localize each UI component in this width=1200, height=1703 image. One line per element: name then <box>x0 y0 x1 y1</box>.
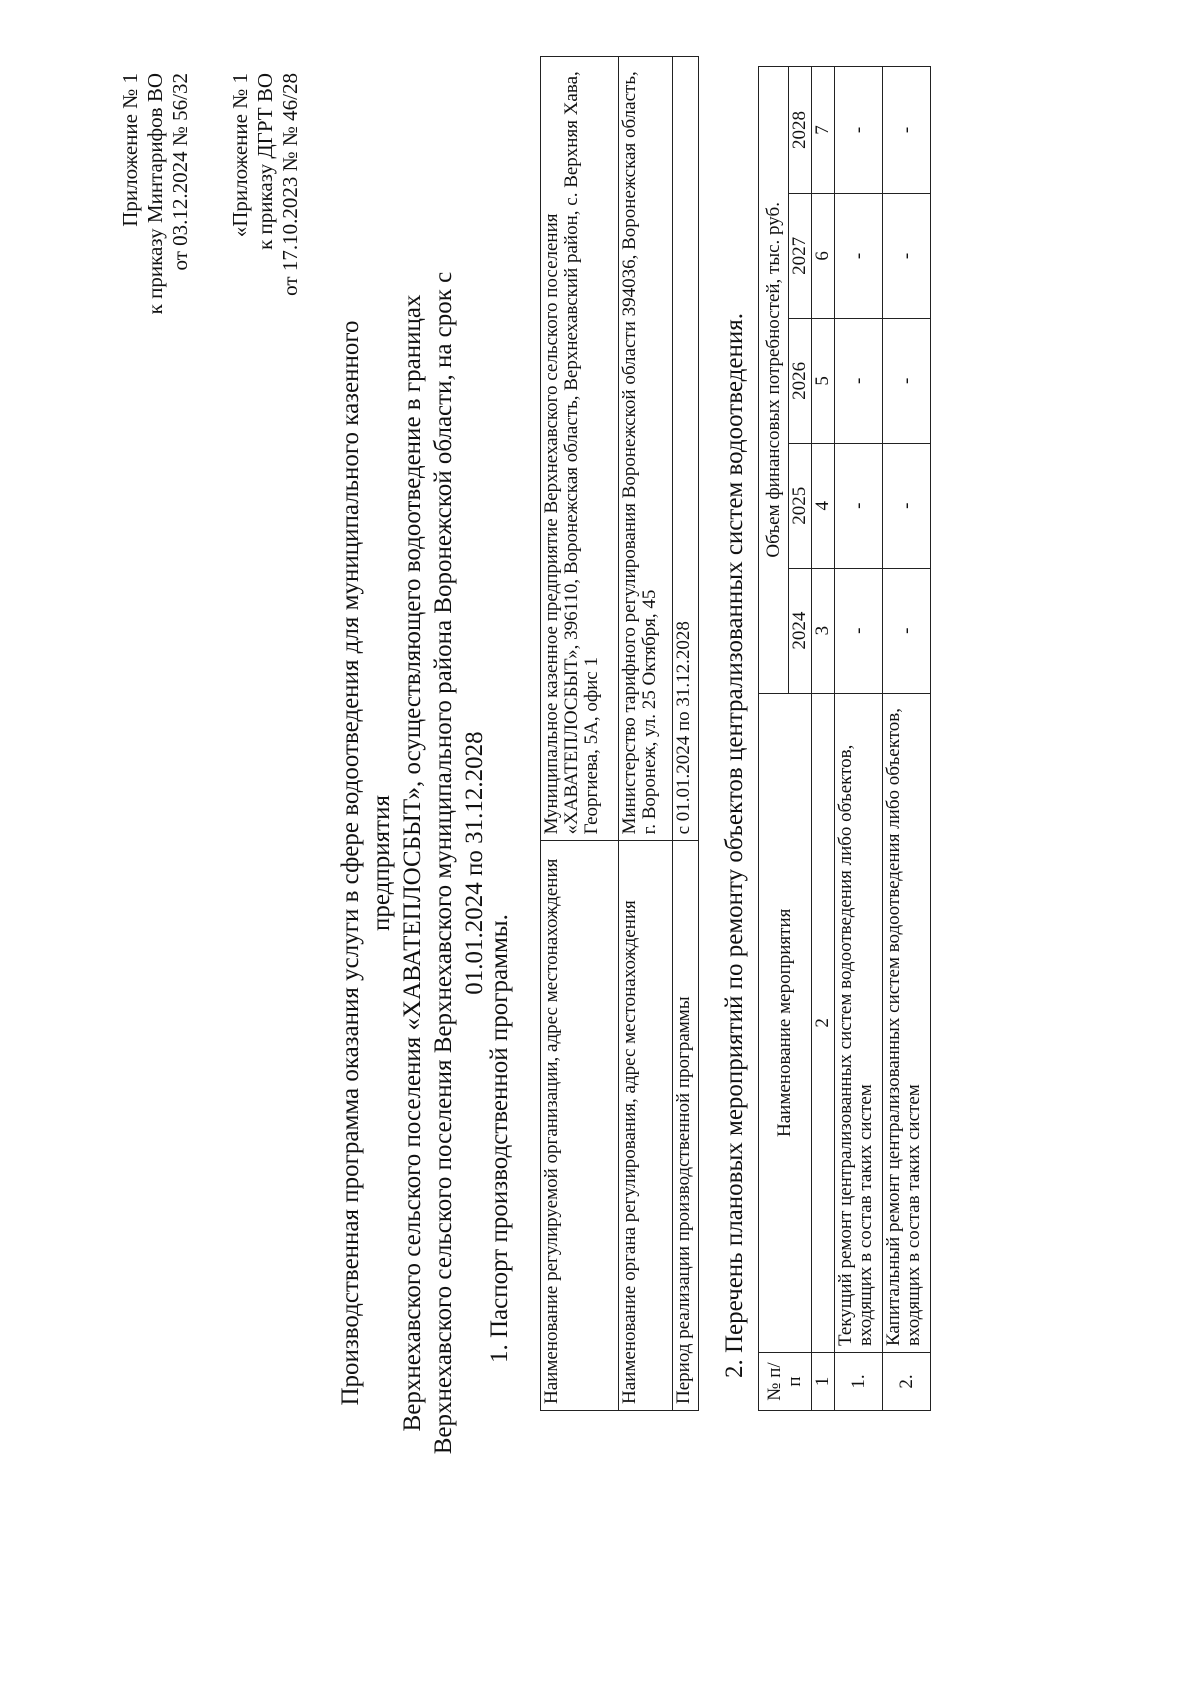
row-value: - <box>835 443 883 568</box>
appendix-old-line3: от 17.10.2023 № № 46/28 <box>278 73 302 296</box>
row-value: - <box>883 193 931 318</box>
header-year: 2025 <box>789 443 812 568</box>
passport-row <box>541 57 619 1411</box>
row-name: Текущий ремонт централизованных систем водоотведения либо объектов, входящих в состав таких систем <box>835 693 883 1352</box>
title-line1: Производственная программа оказания услуги в сфере водоотведения для муниципального казенного предприятия <box>337 320 395 1406</box>
colnum: 3 <box>812 568 835 693</box>
row-name: Капитальный ремонт централизованных систем водоотведения либо объектов, входящих в состав таких систем <box>883 693 931 1352</box>
appendix-new-line2: к приказу Минтарифов ВО <box>143 73 167 315</box>
header-year: 2024 <box>789 568 812 693</box>
events-table <box>758 66 931 1411</box>
appendix-old-block <box>228 73 303 373</box>
appendix-new-block <box>118 73 193 373</box>
appendix-new-line3: от 03.12.2024 № 56/32 <box>168 73 192 271</box>
row-value: - <box>835 318 883 443</box>
colnum: 5 <box>812 318 835 443</box>
events-colnum-row <box>812 67 835 1411</box>
header-name: Наименование мероприятия <box>759 693 812 1352</box>
colnum: 2 <box>812 693 835 1352</box>
appendix-old-line2: к приказу ДГРТ ВО <box>253 73 277 250</box>
colnum: 1 <box>812 1353 835 1411</box>
row-value: - <box>883 568 931 693</box>
colnum: 6 <box>812 193 835 318</box>
row-number: 1. <box>835 1353 883 1411</box>
passport-table <box>540 56 699 1411</box>
passport-value: Министерство тарифного регулирования Воронежской области 394036, Воронежская область, г. Воронеж, ул. 25 Октября, 45 <box>619 57 673 841</box>
events-header-row <box>759 67 789 1411</box>
table-row <box>883 67 931 1411</box>
passport-label: Наименование органа регулирования, адрес местонахождения <box>619 841 673 1411</box>
title-line4: 01.01.2024 по 31.12.2028 <box>461 731 488 995</box>
passport-value: с 01.01.2024 по 31.12.2028 <box>673 57 699 841</box>
row-value: - <box>883 318 931 443</box>
appendix-old-line1: «Приложение № 1 <box>228 73 252 238</box>
row-value: - <box>835 67 883 194</box>
passport-label: Период реализации производственной программы <box>673 841 699 1411</box>
row-value: - <box>835 193 883 318</box>
title-line2: Верхнехавского сельского поселения «ХАВАТЕПЛОСБЫТ», осуществляющего водоотведение в границах <box>399 294 426 1432</box>
row-value: - <box>883 443 931 568</box>
colnum: 7 <box>812 67 835 194</box>
section1-heading: 1. Паспорт производственной программы. <box>486 914 513 1363</box>
passport-row <box>673 57 699 1411</box>
header-year: 2026 <box>789 318 812 443</box>
row-number: 2. <box>883 1353 931 1411</box>
row-value: - <box>883 67 931 194</box>
appendix-new-line1: Приложение № 1 <box>118 73 142 227</box>
header-year: 2028 <box>789 67 812 194</box>
title-line3: Верхнехавского сельского поселения Верхнехавского муниципального района Воронежской области, на срок с <box>430 271 457 1455</box>
colnum: 4 <box>812 443 835 568</box>
section2-heading: 2. Перечень плановых мероприятий по ремонту объектов централизованных систем водоотведения. <box>721 313 748 1378</box>
row-value: - <box>835 568 883 693</box>
passport-value: Муниципальное казенное предприятие Верхнехавского сельского поселения «ХАВАТЕПЛОСБЫТ», 396110, Воронежская область, Верхнехавский район, с. Верхняя Хава, Георгиева, 5А, офис 1 <box>541 57 619 841</box>
passport-label: Наименование регулируемой организации, адрес местонахождения <box>541 841 619 1411</box>
passport-row <box>619 57 673 1411</box>
page-title <box>335 263 490 1463</box>
table-row <box>835 67 883 1411</box>
header-number: № п/п <box>759 1353 812 1411</box>
header-volume: Объем финансовых потребностей, тыс. руб. <box>759 67 789 694</box>
header-year: 2027 <box>789 193 812 318</box>
